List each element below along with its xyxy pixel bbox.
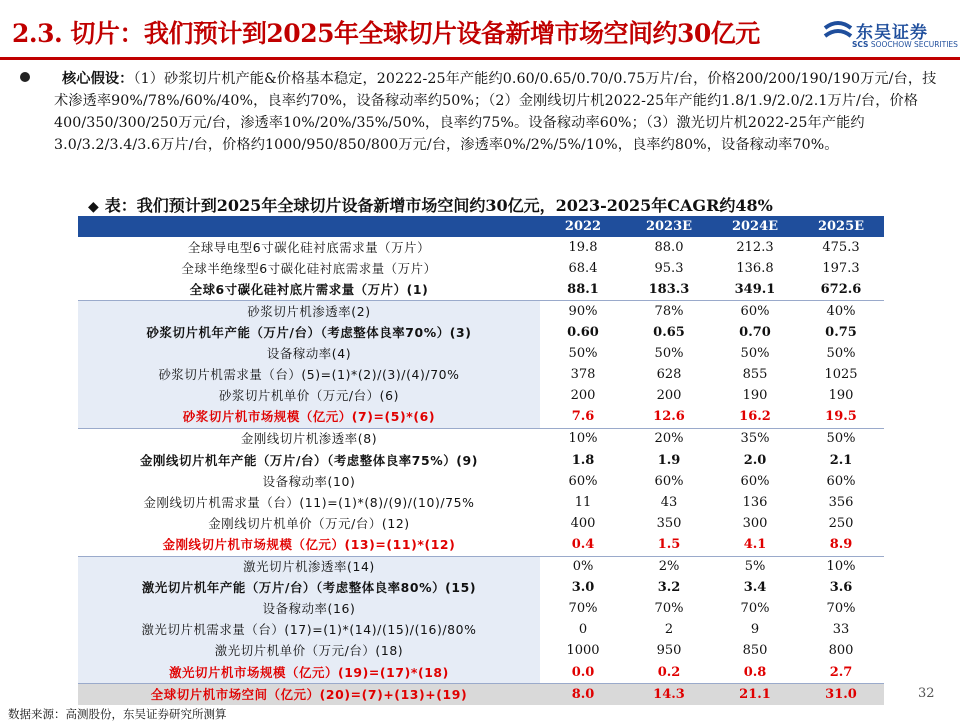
row-value: 0	[540, 620, 626, 641]
row-value: 1025	[798, 365, 884, 386]
table-row	[78, 641, 884, 662]
row-value: 950	[626, 641, 712, 662]
table-row	[78, 662, 884, 684]
row-value: 136.8	[712, 258, 798, 279]
row-value: 200	[626, 386, 712, 407]
row-value: 78%	[626, 301, 712, 323]
row-label: 设备稼动率(10)	[78, 471, 540, 492]
row-label: 设备稼动率(16)	[78, 599, 540, 620]
row-value: 0.75	[798, 322, 884, 343]
logo-english-name	[852, 40, 958, 49]
table-row	[78, 365, 884, 386]
header-cell-2024e: 2024E	[712, 216, 798, 237]
row-label: 全球切片机市场空间（亿元）(20)=(7)+(13)+(19)	[78, 684, 540, 706]
row-value: 0%	[540, 556, 626, 578]
row-value: 2%	[626, 556, 712, 578]
row-value: 19.5	[798, 407, 884, 429]
row-value: 628	[626, 365, 712, 386]
row-value: 50%	[798, 344, 884, 365]
row-value: 70%	[626, 599, 712, 620]
row-value: 33	[798, 620, 884, 641]
header-cell-2022: 2022	[540, 216, 626, 237]
row-value: 4.1	[712, 534, 798, 556]
brand-logo	[822, 18, 958, 52]
row-value: 3.2	[626, 578, 712, 599]
row-label: 全球导电型6寸碳化硅衬底需求量（万片）	[78, 237, 540, 258]
row-value: 50%	[712, 344, 798, 365]
row-value: 95.3	[626, 258, 712, 279]
row-value: 31.0	[798, 684, 884, 706]
logo-mark: SCS	[852, 40, 869, 49]
diamond-bullet-icon: ◆	[88, 199, 99, 215]
row-value: 400	[540, 513, 626, 534]
table-row	[78, 599, 884, 620]
row-value: 68.4	[540, 258, 626, 279]
row-value: 190	[712, 386, 798, 407]
row-value: 1.9	[626, 450, 712, 471]
assumption-label: 核心假设：	[62, 71, 134, 87]
row-value: 12.6	[626, 407, 712, 429]
table-row	[78, 386, 884, 407]
row-value: 21.1	[712, 684, 798, 706]
title-rule	[0, 57, 960, 60]
table-row	[78, 344, 884, 365]
table-caption	[88, 193, 773, 216]
row-label: 砂浆切片机渗透率(2)	[78, 301, 540, 323]
row-value: 50%	[540, 344, 626, 365]
row-value: 800	[798, 641, 884, 662]
row-value: 0.60	[540, 322, 626, 343]
row-label: 激光切片机需求量（台）(17)=(1)*(14)/(15)/(16)/80%	[78, 620, 540, 641]
row-value: 5%	[712, 556, 798, 578]
row-value: 1.5	[626, 534, 712, 556]
row-label: 设备稼动率(4)	[78, 344, 540, 365]
row-value: 10%	[798, 556, 884, 578]
row-value: 349.1	[712, 279, 798, 301]
row-value: 2.7	[798, 662, 884, 684]
table-caption-text: 表：我们预计到2025年全球切片设备新增市场空间约30亿元，2023-2025年CAGR约48%	[104, 196, 773, 215]
logo-chinese-name: 东吴证券	[856, 23, 928, 43]
row-label: 金刚线切片机渗透率(8)	[78, 428, 540, 450]
row-value: 136	[712, 492, 798, 513]
row-value: 11	[540, 492, 626, 513]
table-row	[78, 301, 884, 323]
row-label: 砂浆切片机需求量（台）(5)=(1)*(2)/(3)/(4)/70%	[78, 365, 540, 386]
row-value: 190	[798, 386, 884, 407]
row-value: 0.2	[626, 662, 712, 684]
row-value: 60%	[712, 301, 798, 323]
row-value: 60%	[798, 471, 884, 492]
row-value: 60%	[540, 471, 626, 492]
row-value: 850	[712, 641, 798, 662]
table-row	[78, 450, 884, 471]
row-label: 激光切片机单价（万元/台）(18)	[78, 641, 540, 662]
row-value: 350	[626, 513, 712, 534]
table-row	[78, 237, 884, 258]
row-label: 金刚线切片机需求量（台）(11)=(1)*(8)/(9)/(10)/75%	[78, 492, 540, 513]
table-row	[78, 620, 884, 641]
soochow-logo-icon	[822, 20, 854, 50]
row-value: 8.0	[540, 684, 626, 706]
row-label: 金刚线切片机年产能（万片/台）（考虑整体良率75%）(9)	[78, 450, 540, 471]
row-value: 1000	[540, 641, 626, 662]
row-value: 10%	[540, 428, 626, 450]
row-value: 40%	[798, 301, 884, 323]
header-cell-2023e: 2023E	[626, 216, 712, 237]
row-value: 855	[712, 365, 798, 386]
row-value: 672.6	[798, 279, 884, 301]
row-value: 3.0	[540, 578, 626, 599]
row-value: 70%	[712, 599, 798, 620]
row-value: 88.1	[540, 279, 626, 301]
row-value: 197.3	[798, 258, 884, 279]
row-value: 0.65	[626, 322, 712, 343]
row-value: 356	[798, 492, 884, 513]
row-label: 砂浆切片机市场规模（亿元）(7)=(5)*(6)	[78, 407, 540, 429]
row-value: 1.8	[540, 450, 626, 471]
row-value: 50%	[626, 344, 712, 365]
row-value: 9	[712, 620, 798, 641]
table-row	[78, 258, 884, 279]
row-value: 3.6	[798, 578, 884, 599]
row-value: 212.3	[712, 237, 798, 258]
table-row	[78, 407, 884, 429]
page-title: 2.3. 切片：我们预计到2025年全球切片设备新增市场空间约30亿元	[12, 19, 760, 48]
row-value: 183.3	[626, 279, 712, 301]
row-label: 全球6寸碳化硅衬底片需求量（万片）(1)	[78, 279, 540, 301]
row-value: 378	[540, 365, 626, 386]
row-value: 0.70	[712, 322, 798, 343]
row-value: 3.4	[712, 578, 798, 599]
page-number: 32	[918, 686, 935, 701]
table-row	[78, 279, 884, 301]
row-value: 250	[798, 513, 884, 534]
row-value: 88.0	[626, 237, 712, 258]
market-table	[78, 216, 884, 705]
table-row	[78, 513, 884, 534]
row-value: 70%	[798, 599, 884, 620]
row-label: 金刚线切片机市场规模（亿元）(13)=(11)*(12)	[78, 534, 540, 556]
row-value: 90%	[540, 301, 626, 323]
row-value: 14.3	[626, 684, 712, 706]
row-value: 20%	[626, 428, 712, 450]
assumption-paragraph	[12, 68, 950, 156]
table-row	[78, 322, 884, 343]
row-value: 19.8	[540, 237, 626, 258]
table-row	[78, 471, 884, 492]
row-value: 0.4	[540, 534, 626, 556]
row-label: 金刚线切片机单价（万元/台）(12)	[78, 513, 540, 534]
row-value: 475.3	[798, 237, 884, 258]
row-value: 43	[626, 492, 712, 513]
row-value: 200	[540, 386, 626, 407]
row-value: 2.0	[712, 450, 798, 471]
table-header-row	[78, 216, 884, 237]
row-value: 60%	[626, 471, 712, 492]
bullet-dot-icon	[20, 72, 30, 82]
table-row	[78, 684, 884, 706]
table-row	[78, 428, 884, 450]
row-value: 300	[712, 513, 798, 534]
header-cell-label	[78, 216, 540, 237]
header-cell-2025e: 2025E	[798, 216, 884, 237]
row-value: 2.1	[798, 450, 884, 471]
row-value: 0.8	[712, 662, 798, 684]
row-value: 2	[626, 620, 712, 641]
row-value: 16.2	[712, 407, 798, 429]
row-value: 60%	[712, 471, 798, 492]
table-row	[78, 492, 884, 513]
data-source: 数据来源：高测股份，东吴证券研究所测算	[8, 707, 227, 721]
row-label: 全球半绝缘型6寸碳化硅衬底需求量（万片）	[78, 258, 540, 279]
row-value: 7.6	[540, 407, 626, 429]
row-label: 激光切片机市场规模（亿元）(19)=(17)*(18)	[78, 662, 540, 684]
logo-english-text: SOOCHOW SECURITIES	[870, 40, 958, 49]
table-row	[78, 578, 884, 599]
row-label: 激光切片机渗透率(14)	[78, 556, 540, 578]
table-body	[78, 237, 884, 705]
assumption-body	[12, 68, 950, 156]
row-value: 70%	[540, 599, 626, 620]
row-value: 8.9	[798, 534, 884, 556]
row-value: 0.0	[540, 662, 626, 684]
assumption-text: （1）砂浆切片机产能&价格基本稳定，20222-25年产能约0.60/0.65/0.70/0.75万片/台，价格200/200/190/190万元/台，技术渗透率90%/78%/60%/40%，良率约70%，设备稼动率约50%；（2）金刚线切片机2022-25年产能约1.8/1.9/2.0/2.1万片/台，价格400/350/300/250万元/台，渗透率10%/20%/35%/50%，良率约75%。设备稼动率60%；（3）激光切片机2022-25年产能约3.0/3.2/3.4/3.6万片/台，价格约1000/950/850/800万元/台，渗透率0%/2%/5%/10%，良率约80%，设备稼动率70%。	[54, 71, 937, 153]
table-row	[78, 556, 884, 578]
row-label: 砂浆切片机年产能（万片/台）（考虑整体良率70%）(3)	[78, 322, 540, 343]
row-value: 50%	[798, 428, 884, 450]
row-value: 35%	[712, 428, 798, 450]
table-row	[78, 534, 884, 556]
row-label: 砂浆切片机单价（万元/台）(6)	[78, 386, 540, 407]
row-label: 激光切片机年产能（万片/台）（考虑整体良率80%）(15)	[78, 578, 540, 599]
